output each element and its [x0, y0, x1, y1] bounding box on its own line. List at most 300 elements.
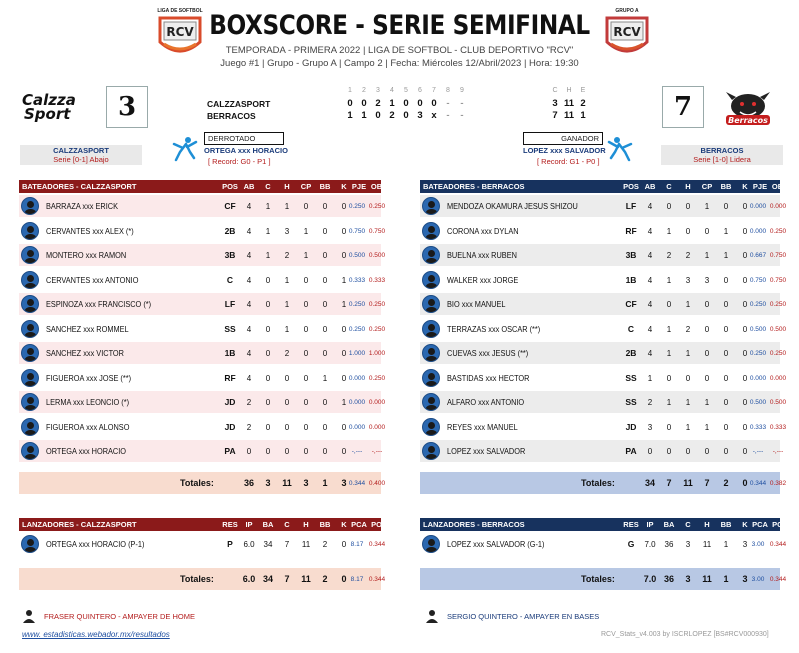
player-name: CORONA xxx DYLAN [447, 226, 519, 236]
inning-number: 8 [446, 87, 450, 94]
stat-value: 0 [322, 275, 328, 285]
pitcher-silhouette-icon [607, 134, 633, 162]
player-name: CUEVAS xxx JESUS (**) [447, 349, 529, 358]
column-header: H [704, 520, 710, 529]
stat-value: 0 [284, 398, 290, 407]
stat-value: 1 [284, 202, 290, 211]
stat-value: 1 [723, 226, 729, 236]
group-logo-text: RCV [613, 25, 641, 39]
stat-value: 0 [265, 324, 271, 334]
stat-value: 0 [341, 226, 347, 236]
stat-value: 0 [322, 422, 328, 432]
stat-value: 1 [704, 422, 710, 432]
stat-value: 6.0 [243, 540, 255, 549]
stat-value: 0 [723, 324, 729, 334]
inning-number: 9 [460, 87, 464, 94]
stat-value: 0 [704, 373, 710, 383]
totals-avg: 0.344 [348, 480, 366, 487]
player-avatar-icon [422, 246, 440, 264]
stat-value: 4 [647, 275, 653, 285]
totals-avg: 3.00 [751, 576, 765, 583]
stat-avg: 8.17 [350, 541, 364, 548]
inning-number: 3 [376, 87, 380, 94]
stat-value: 0 [742, 226, 748, 236]
player-position: P [227, 539, 233, 549]
stat-value: 0 [723, 373, 729, 383]
stat-value: 0 [303, 349, 309, 358]
stat-value: 0 [704, 349, 710, 358]
player-avatar-icon [21, 344, 39, 362]
stat-value: 1 [647, 373, 653, 383]
player-avatar-icon [422, 222, 440, 240]
visitor-logo-line2: Sport [24, 105, 71, 123]
player-name: BASTIDAS xxx HECTOR [447, 373, 530, 383]
player-position: 2B [625, 348, 637, 358]
column-header: OBP [771, 182, 789, 191]
stat-value: 1 [303, 226, 309, 236]
stat-value: 1 [284, 300, 290, 309]
stat-value: 0 [723, 398, 729, 407]
totals-obp: 0.344 [769, 576, 787, 583]
pitcher-row [19, 533, 386, 555]
player-position: JD [224, 397, 236, 407]
column-header: H [685, 182, 691, 191]
player-avatar-icon [21, 320, 39, 338]
stat-value: 0 [341, 349, 347, 358]
player-avatar-icon [21, 442, 39, 460]
batter-row [420, 342, 787, 364]
pitcher-row [420, 533, 787, 555]
player-position: G [627, 539, 635, 549]
inning-runs: 1 [361, 110, 367, 121]
home-tag-record: Serie [1-0] Lidera [693, 155, 751, 164]
column-header: C [666, 182, 672, 191]
stat-obp: 0.750 [769, 252, 787, 259]
linescore-innings-header [343, 87, 469, 94]
batting-table-home [420, 180, 789, 498]
inning-runs: 0 [375, 110, 381, 121]
player-avatar-icon [21, 393, 39, 411]
stat-value: 0 [265, 349, 271, 358]
stat-value: 2 [284, 251, 290, 260]
player-position: 1B [224, 348, 236, 358]
player-name: ESPINOZA xxx FRANCISCO (*) [46, 300, 152, 309]
stat-value: 0 [742, 422, 748, 432]
stat-value: 7 [284, 540, 290, 549]
rhe-value: 11 [563, 98, 575, 109]
totals-value: 7 [284, 574, 290, 584]
stat-value: 0 [685, 202, 691, 211]
player-avatar-icon [422, 271, 440, 289]
stat-value: 4 [246, 373, 252, 383]
linescore-rhe-header [548, 87, 590, 94]
player-name: BUELNA xxx RUBEN [447, 251, 517, 260]
totals-value: 1 [723, 574, 729, 584]
batter-row [19, 220, 386, 242]
totals-value: 11 [683, 478, 693, 488]
column-header: RES [222, 520, 238, 529]
stat-value: 0 [341, 324, 347, 334]
column-header: PCA [752, 520, 768, 529]
column-header: CP [701, 182, 713, 191]
stat-obp: 0.344 [769, 541, 787, 548]
stat-value: 1 [704, 251, 710, 260]
stat-value: 1 [341, 398, 347, 407]
stat-value: 1 [666, 324, 672, 334]
stat-obp: -,--- [772, 448, 784, 455]
stat-value: 0 [322, 398, 328, 407]
stat-value: 0 [742, 300, 748, 309]
stat-avg: 0.250 [348, 301, 366, 308]
player-avatar-icon [422, 197, 440, 215]
stat-value: 2 [246, 398, 252, 407]
stat-value: 1 [265, 251, 271, 260]
stat-value: 2 [647, 398, 653, 407]
inning-number: 6 [418, 87, 422, 94]
player-position: PA [625, 446, 637, 456]
stat-value: 34 [263, 540, 273, 549]
stat-avg: 0.500 [348, 252, 366, 259]
stat-value: 0 [303, 275, 309, 285]
stat-value: 0 [322, 324, 328, 334]
stat-obp: 0.333 [368, 276, 386, 284]
player-name: SANCHEZ xxx ROMMEL [46, 324, 129, 334]
player-position: CF [224, 201, 236, 211]
game-info-line: Juego #1 | Grupo - Grupo A | Campo 2 | Fecha: Miércoles 12/Abril/2023 | Hora: 19:30 [220, 58, 579, 69]
batter-row [420, 195, 787, 217]
table-header [420, 518, 788, 531]
column-header: BB [720, 182, 732, 191]
linescore-visitor-rhe [548, 98, 590, 109]
stat-value: 1 [666, 226, 672, 236]
stat-obp: 0.500 [368, 252, 386, 259]
stat-value: 0 [742, 251, 748, 260]
season-line: TEMPORADA - PRIMERA 2022 | LIGA DE SOFTBOL - CLUB DEPORTIVO "RCV" [225, 45, 574, 56]
inning-runs: - [460, 110, 464, 121]
umpire-icon [22, 609, 36, 623]
inning-number: 2 [362, 87, 366, 94]
visitor-pitcher-record: [ Record: G0 - P1 ] [208, 157, 271, 166]
stat-value: 0 [723, 447, 729, 456]
stat-value: 0 [704, 300, 710, 309]
inning-number: 4 [390, 87, 394, 94]
visitor-pitcher: ORTEGA xxx HORACIO [204, 146, 288, 155]
player-name: TERRAZAS xxx OSCAR (**) [447, 324, 541, 334]
stat-value: 1 [341, 300, 347, 309]
player-avatar-icon [422, 393, 440, 411]
results-link[interactable]: www. estadisticas.webador.mx/resultados [22, 630, 170, 639]
column-header: K [742, 520, 748, 529]
pitching-table-visitor [19, 518, 387, 593]
stat-obp: 0.000 [368, 399, 386, 406]
stat-value: 1 [284, 324, 290, 334]
totals-obp: 0.400 [368, 480, 386, 487]
inning-runs: 0 [361, 98, 367, 109]
stat-value: 4 [647, 202, 653, 211]
stat-avg: 0.333 [749, 423, 767, 431]
stat-obp: 0.500 [769, 325, 787, 333]
pitching-table-home [420, 518, 788, 593]
stat-value: 0 [303, 398, 309, 407]
batter-row [19, 195, 386, 217]
batter-row [420, 391, 787, 413]
stat-obp: 0.250 [368, 374, 386, 382]
column-header: POP [772, 520, 788, 529]
stat-value: 1 [704, 398, 710, 407]
column-header: CP [300, 182, 312, 191]
stat-avg: 1.000 [348, 350, 366, 357]
stat-avg: 0.000 [749, 227, 767, 235]
stat-value: 1 [666, 275, 672, 285]
totals-value: 11 [702, 574, 712, 584]
stat-value: 11 [702, 540, 712, 549]
stat-value: 1 [265, 226, 271, 236]
home-pitcher: LOPEZ xxx SALVADOR [523, 146, 606, 155]
stat-value: 0 [723, 300, 729, 309]
player-avatar-icon [422, 535, 440, 553]
column-header: BB [319, 520, 331, 529]
totals-value: 0 [742, 478, 748, 488]
rhe-label: H [566, 87, 572, 94]
stat-value: 11 [301, 540, 311, 549]
player-name: MONTERO xxx RAMON [46, 251, 127, 260]
stat-value: 4 [647, 226, 653, 236]
stat-value: 3 [704, 275, 710, 285]
totals-row [19, 568, 386, 590]
stat-value: 0 [322, 349, 328, 358]
batter-row [19, 342, 386, 364]
player-avatar-icon [21, 295, 39, 313]
player-position: LF [224, 299, 236, 309]
stat-value: 0 [742, 373, 748, 383]
stat-value: 4 [246, 275, 252, 285]
stat-value: 3 [685, 540, 691, 549]
stat-value: 1 [685, 422, 691, 432]
group-logo-caption: GRUPO A [615, 8, 639, 14]
stat-value: 0 [742, 275, 748, 285]
stat-obp: 0.000 [769, 203, 787, 210]
stat-value: 3 [284, 226, 290, 236]
stat-value: 0 [265, 300, 271, 309]
table-header [19, 518, 387, 531]
stat-avg: 0.000 [348, 399, 366, 406]
stat-value: 2 [685, 251, 691, 260]
batter-row [19, 318, 386, 340]
player-avatar-icon [21, 369, 39, 387]
totals-value: 7 [666, 478, 672, 488]
player-position: 3B [224, 250, 236, 260]
player-name: SANCHEZ xxx VICTOR [46, 349, 124, 358]
stat-avg: 0.250 [749, 350, 767, 357]
stat-value: 0 [742, 202, 748, 211]
totals-value: 3 [341, 478, 347, 488]
stat-avg: 0.000 [749, 203, 767, 210]
totals-label: Totales: [581, 478, 615, 488]
totals-row [420, 472, 787, 494]
stat-value: 4 [246, 349, 252, 358]
totals-value: 3 [685, 574, 691, 584]
stat-value: 4 [647, 300, 653, 309]
linescore-home-innings [343, 110, 469, 121]
rhe-value: 3 [552, 98, 558, 109]
column-header: POP [371, 520, 387, 529]
totals-avg: 0.344 [749, 480, 767, 487]
column-header: OBP [370, 182, 388, 191]
page-title: BOXSCORE - SERIE SEMIFINAL [209, 10, 590, 41]
totals-value: 34 [262, 574, 273, 584]
stat-obp: 0.000 [769, 374, 787, 382]
inning-runs: 0 [347, 98, 353, 109]
column-header: AB [243, 182, 255, 191]
stat-value: 1 [685, 300, 691, 309]
column-header: POS [222, 182, 238, 191]
batter-row [19, 391, 386, 413]
stat-value: 0 [742, 324, 748, 334]
stat-value: 2 [284, 349, 290, 358]
player-avatar-icon [422, 369, 440, 387]
player-name: LOPEZ xxx SALVADOR [447, 447, 526, 456]
totals-value: 36 [663, 574, 674, 584]
visitor-logo-line1: Calzza [22, 91, 76, 109]
stat-avg: 0.000 [348, 374, 366, 382]
stat-avg: -,--- [752, 448, 764, 455]
player-avatar-icon [21, 271, 39, 289]
stat-value: 1 [666, 349, 672, 358]
stat-value: 1 [341, 275, 347, 285]
stat-value: 0 [322, 226, 328, 236]
stat-value: 1 [723, 540, 729, 549]
stat-obp: 1.000 [368, 350, 386, 357]
stat-avg: 0.250 [749, 301, 767, 308]
stat-obp: 0.250 [368, 301, 386, 308]
stat-avg: 0.500 [749, 325, 767, 333]
player-name: WALKER xxx JORGE [447, 275, 519, 285]
stat-value: 1 [265, 202, 271, 211]
stat-obp: -,--- [371, 448, 383, 455]
stat-value: 0 [265, 422, 271, 432]
stat-value: 0 [284, 447, 290, 456]
totals-row [19, 472, 386, 494]
stat-value: 0 [685, 447, 691, 456]
player-name: ORTEGA xxx HORACIO [46, 447, 127, 456]
stat-value: 0 [666, 300, 672, 309]
player-avatar-icon [21, 418, 39, 436]
table-header [420, 180, 789, 193]
player-name: ALFARO xxx ANTONIO [447, 398, 525, 407]
stat-obp: 0.250 [368, 325, 386, 333]
inning-runs: 2 [375, 98, 381, 109]
home-logo-text: Berracos [728, 116, 768, 125]
stat-value: 0 [704, 447, 710, 456]
batter-row [420, 440, 784, 462]
totals-value: 34 [644, 478, 655, 488]
batter-row [420, 293, 787, 315]
stat-value: 4 [246, 324, 252, 334]
stat-value: 1 [303, 251, 309, 260]
player-position: 2B [224, 225, 236, 236]
visitor-score: 3 [106, 86, 148, 128]
stat-obp: 0.500 [769, 399, 787, 406]
inning-number: 1 [348, 87, 352, 94]
rhe-value: 7 [552, 110, 558, 121]
rhe-label: E [580, 87, 586, 94]
stat-value: 0 [284, 422, 290, 432]
rhe-value: 2 [580, 98, 586, 109]
player-name: FIGUEROA xxx JOSE (**) [46, 373, 132, 383]
inning-runs: 0 [417, 98, 423, 109]
batter-row [420, 220, 787, 242]
stat-avg: 0.000 [749, 374, 767, 382]
rhe-value: 11 [563, 110, 575, 121]
player-name: BIO xxx MANUEL [447, 300, 506, 309]
player-avatar-icon [21, 197, 39, 215]
player-avatar-icon [422, 344, 440, 362]
linescore-visitor-innings [343, 98, 469, 109]
stat-value: 0 [341, 202, 347, 211]
inning-number: 5 [404, 87, 408, 94]
player-name: BARRAZA xxx ERICK [46, 202, 118, 211]
stat-value: 0 [265, 373, 271, 383]
inning-runs: 0 [403, 98, 409, 109]
stat-value: 0 [341, 422, 347, 432]
stat-value: 4 [647, 349, 653, 358]
stat-avg: 0.000 [348, 423, 366, 431]
batter-row [420, 416, 787, 438]
stat-value: 1 [322, 373, 328, 383]
player-position: PA [224, 446, 236, 456]
totals-value: 2 [723, 478, 729, 488]
stat-value: 4 [647, 324, 653, 334]
inning-runs: - [446, 98, 450, 109]
batter-row [19, 367, 386, 389]
visitor-tag [20, 145, 142, 165]
stat-value: 0 [723, 275, 729, 285]
stat-value: 0 [322, 447, 328, 456]
stat-obp: 0.250 [769, 227, 787, 235]
totals-value: 3 [265, 478, 271, 488]
stat-value: 0 [647, 447, 653, 456]
umpire-bases: SERGIO QUINTERO - AMPAYER EN BASES [447, 612, 600, 621]
inning-runs: x [431, 110, 437, 121]
player-position: RF [224, 372, 236, 383]
player-name: ORTEGA xxx HORACIO (P-1) [46, 540, 145, 549]
stat-value: 4 [246, 202, 252, 211]
player-position: C [627, 323, 635, 334]
stat-value: 0 [246, 447, 252, 456]
column-header: K [341, 520, 347, 529]
visitor-tag-record: Serie [0-1] Abajo [53, 155, 109, 164]
player-name: LOPEZ xxx SALVADOR (G-1) [447, 540, 545, 549]
stat-obp: 0.333 [769, 423, 787, 431]
inning-runs: 2 [389, 110, 395, 121]
totals-obp: 0.344 [368, 576, 386, 583]
totals-row [420, 568, 787, 590]
stat-value: 0 [265, 275, 271, 285]
batter-row [19, 269, 386, 291]
league-logo-caption: LIGA DE SOFTBOL [157, 8, 203, 14]
home-pitcher-record: [ Record: G1 - P0 ] [537, 157, 600, 166]
inning-runs: 0 [431, 98, 437, 109]
totals-label: Totales: [180, 478, 214, 488]
stat-avg: 0.250 [348, 325, 366, 333]
stat-value: 0 [685, 373, 691, 383]
stat-obp: 0.250 [769, 301, 787, 308]
totals-value: 2 [322, 574, 328, 584]
stat-value: 0 [704, 324, 710, 334]
player-position: SS [224, 323, 236, 334]
column-header: BB [720, 520, 732, 529]
column-header: K [341, 182, 347, 191]
